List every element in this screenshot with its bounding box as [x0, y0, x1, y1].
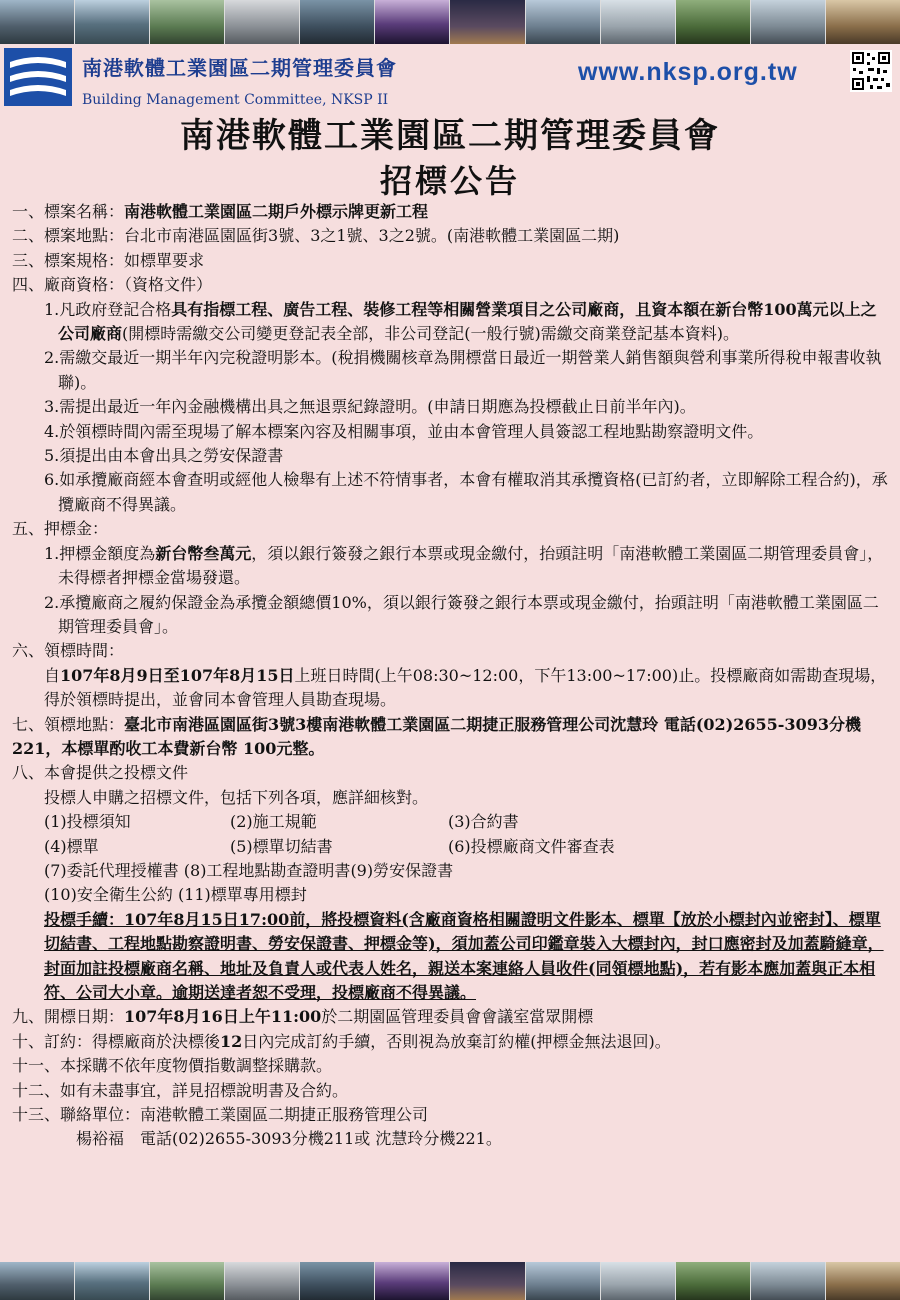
qualification-1b: 具有指標工程、廣告工程、裝修工程等相關營業項目之公司廠商，且資本額在新台幣100萬元以上之公司廠商	[58, 299, 877, 344]
section-9	[12, 1005, 892, 1029]
section-4-label: 四、廠商資格：（資格文件）	[12, 275, 213, 295]
docs-list-row	[12, 859, 892, 883]
list-item: (7)委託代理授權書	[44, 860, 179, 880]
page-title: 南港軟體工業園區二期管理委員會	[180, 116, 720, 156]
list-item: (9)勞安保證書	[350, 860, 454, 880]
list-item: (1)投標須知	[44, 812, 131, 832]
org-name-en: Building Management Committee, NKSP II	[82, 92, 389, 108]
project-location: 台北市南港區園區街3號、3之1號、3之2號。(南港軟體工業園區二期)	[124, 226, 620, 246]
list-item: (10)安全衛生公約	[44, 885, 173, 905]
deposit-1c: ，須以銀行簽發之銀行本票或現金繳付，抬頭註明「南港軟體工業園區二期管理委員會」，未得標者押標金當場發還。	[58, 543, 884, 588]
contact-company: 南港軟體工業園區二期捷正服務管理公司	[140, 1105, 429, 1125]
list-item: (6)投標廠商文件審查表	[448, 836, 615, 856]
docs-list-row	[12, 883, 892, 907]
bidding-procedure: 投標手續：107年8月15日17:00前，將投標資料(含廠商資格相關證明文件影本、標單【放於小標封內並密封】、標單切結書、工程地點勘察證明書、勞安保證書、押標金等)，須加蓋公司印鑑章裝入大標封內，封口應密封及加蓋騎縫章，封面加註投標廠商名稱、地址及負責人或代表人姓名，親送本案連絡人員收件(同領標地點)，若有影本應加蓋與正本相符、公司大小章。逾期送達者恕不受理，投標廠商不得異議。	[44, 909, 884, 1002]
section-13-label: 十三、聯絡單位：	[12, 1105, 141, 1125]
pickup-period	[12, 664, 892, 713]
qr-code-icon[interactable]	[850, 50, 892, 92]
pickup-dates: 107年8月9日至107年8月15日	[60, 665, 295, 685]
nksp-logo-icon	[4, 48, 72, 106]
photo-banner-top	[0, 0, 900, 44]
opening-place: 於二期園區管理委員會會議室當眾開標	[321, 1007, 594, 1027]
list-item: (11)標單專用標封	[177, 885, 307, 905]
docs-list	[12, 810, 892, 859]
pickup-c: 上班日時間(上午08:30~12:00，下午13:00~17:00)止。投標廠商如需勘查現場，得於領標時提出，並會同本會管理人員勘查現場。	[44, 665, 887, 710]
pickup-location: 臺北市南港區園區街3號3樓南港軟體工業園區二期捷正服務管理公司沈慧玲 電話(02)2655-3093分機221，本標單酌收工本費新台幣 100元整。	[12, 714, 861, 758]
section-7-label: 七、領標地點：	[12, 714, 125, 734]
list-item: (8)工程地點勘查證明書	[183, 860, 351, 880]
tender-notice-body	[12, 200, 892, 1152]
project-name: 南港軟體工業園區二期戶外標示牌更新工程	[124, 202, 429, 221]
section-6-label: 六、領標時間：	[12, 641, 125, 661]
qualification-item: 6.如承攬廠商經本會查明或經他人檢舉有上述不符情事者，本會有權取消其承攬資格(已訂約者，立即解除工程合約)，承攬廠商不得異議。	[44, 470, 888, 514]
deposit-item: 2.承攬廠商之履約保證金為承攬金額總價10%，須以銀行簽發之銀行本票或現金繳付，抬頭註明「南港軟體工業園區二期管理委員會」。	[44, 592, 879, 636]
section-3	[12, 249, 892, 273]
org-header	[0, 44, 900, 114]
photo-banner-bottom	[0, 1262, 900, 1300]
section-13	[12, 1103, 892, 1127]
section-2-label: 二、標案地點：	[12, 226, 125, 246]
section-1-label: 一、標案名稱：	[12, 202, 125, 221]
list-item: (3)合約書	[448, 812, 519, 832]
list-item: (4)標單	[44, 836, 99, 856]
deposit-item	[12, 542, 892, 591]
qualification-item	[12, 298, 892, 347]
section-10	[12, 1030, 892, 1054]
deposit-amount: 新台幣叁萬元	[155, 543, 252, 563]
qualification-item: 4.於領標時間內需至現場了解本標案內容及相關事項，並由本會管理人員簽認工程地點勘察證明文件。	[44, 421, 764, 441]
pickup-a: 自	[44, 665, 61, 685]
section-8-label: 八、本會提供之投標文件	[12, 763, 189, 783]
list-item: (5)標單切結書	[230, 836, 333, 856]
section-12: 十二、如有未盡事宜，詳見招標說明書及合約。	[12, 1080, 349, 1100]
section-10-c: 日內完成訂約手續，否則視為放棄訂約權(押標金無法退回)。	[242, 1031, 671, 1051]
page-subtitle: 招標公告	[379, 162, 520, 200]
website-link[interactable]: www.nksp.org.tw	[578, 58, 798, 86]
opening-datetime: 107年8月16日上午11:00	[124, 1007, 322, 1027]
qualification-item: 3.需提出最近一年內金融機構出具之無退票紀錄證明。(申請日期應為投標截止日前半年內)。	[44, 397, 696, 417]
qualification-1c: (開標時需繳交公司變更登記表全部，非公司登記(一般行號)需繳交商業登記基本資料)。	[122, 324, 739, 344]
section-3-label: 三、標案規格：	[12, 250, 125, 270]
list-item: (2)施工規範	[230, 812, 317, 832]
section-9-label: 九、開標日期：	[12, 1007, 125, 1027]
qualification-item: 5.須提出由本會出具之勞安保證書	[44, 446, 284, 466]
contact-persons: 楊裕福 電話(02)2655-3093分機211或 沈慧玲分機221。	[76, 1129, 502, 1149]
deposit-1a: 1.押標金額度為	[44, 543, 156, 563]
org-name-zh: 南港軟體工業園區二期管理委員會	[82, 56, 397, 80]
qualification-1a: 1.凡政府登記合格	[44, 299, 172, 319]
section-2	[12, 224, 892, 248]
project-spec: 如標單要求	[124, 250, 205, 270]
section-5-label: 五、押標金：	[12, 519, 109, 539]
docs-intro: 投標人申購之招標文件，包括下列各項，應詳細核對。	[44, 787, 429, 807]
contract-days: 12	[220, 1031, 243, 1051]
qualification-item: 2.需繳交最近一期半年內完稅證明影本。(稅捐機關核章為開標當日最近一期營業人銷售額與營利事業所得稅申報書收執聯)。	[44, 348, 882, 392]
section-7	[12, 713, 892, 762]
section-11: 十一、本採購不依年度物價指數調整採購款。	[12, 1056, 333, 1076]
section-10-a: 十、訂約：得標廠商於決標後	[12, 1031, 221, 1051]
section-1	[12, 200, 892, 224]
